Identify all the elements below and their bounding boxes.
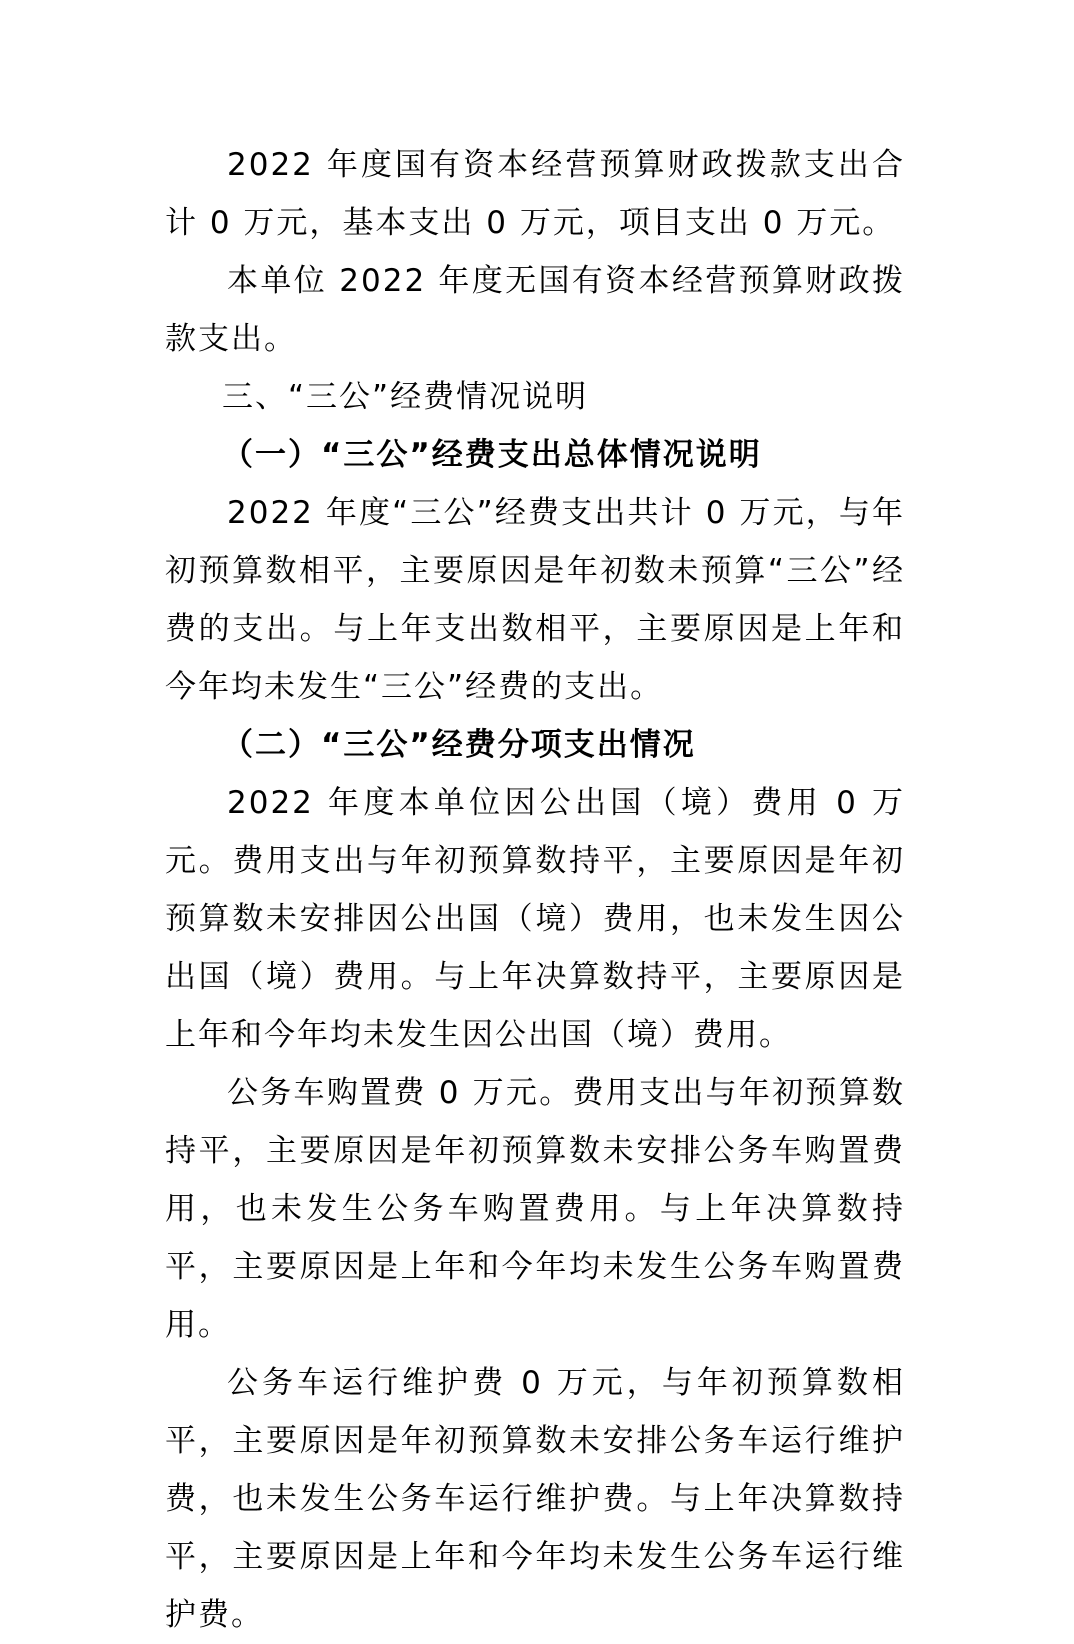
paragraph-vehicle-maintenance: 公务车运行维护费 0 万元，与年初预算数相平，主要原因是年初预算数未安排公务车运行维护费，也未发生公务车运行维护费。与上年决算数持平，主要原因是上年和今年均未发生公务车运行维护费。 xyxy=(165,1365,905,1633)
section-heading-three-public: 三、“三公”经费情况说明 xyxy=(222,379,589,415)
paragraph-overseas-travel: 2022 年度本单位因公出国（境）费用 0 万元。费用支出与年初预算数持平，主要原因是年初预算数未安排因公出国（境）费用，也未发生因公出国（境）费用。与上年决算数持平，主要原因是上年和今年均未发生因公出国（境）费用。 xyxy=(165,785,905,1053)
document-body xyxy=(165,136,905,1644)
paragraph-overall-expense: 2022 年度“三公”经费支出共计 0 万元，与年初预算数相平，主要原因是年初数未预算“三公”经费的支出。与上年支出数相平，主要原因是上年和今年均未发生“三公”经费的支出。 xyxy=(165,495,905,705)
paragraph-no-state-capital-expense: 本单位 2022 年度无国有资本经营预算财政拨款支出。 xyxy=(165,263,905,357)
paragraph-state-capital-budget: 2022 年度国有资本经营预算财政拨款支出合计 0 万元，基本支出 0 万元，项目支出 0 万元。 xyxy=(165,147,905,241)
paragraph-vehicle-purchase: 公务车购置费 0 万元。费用支出与年初预算数持平，主要原因是年初预算数未安排公务车购置费用，也未发生公务车购置费用。与上年决算数持平，主要原因是上年和今年均未发生公务车购置费用。 xyxy=(165,1075,905,1343)
subheading-itemized: （二）“三公”经费分项支出情况 xyxy=(222,727,696,763)
subheading-overall: （一）“三公”经费支出总体情况说明 xyxy=(222,437,762,473)
